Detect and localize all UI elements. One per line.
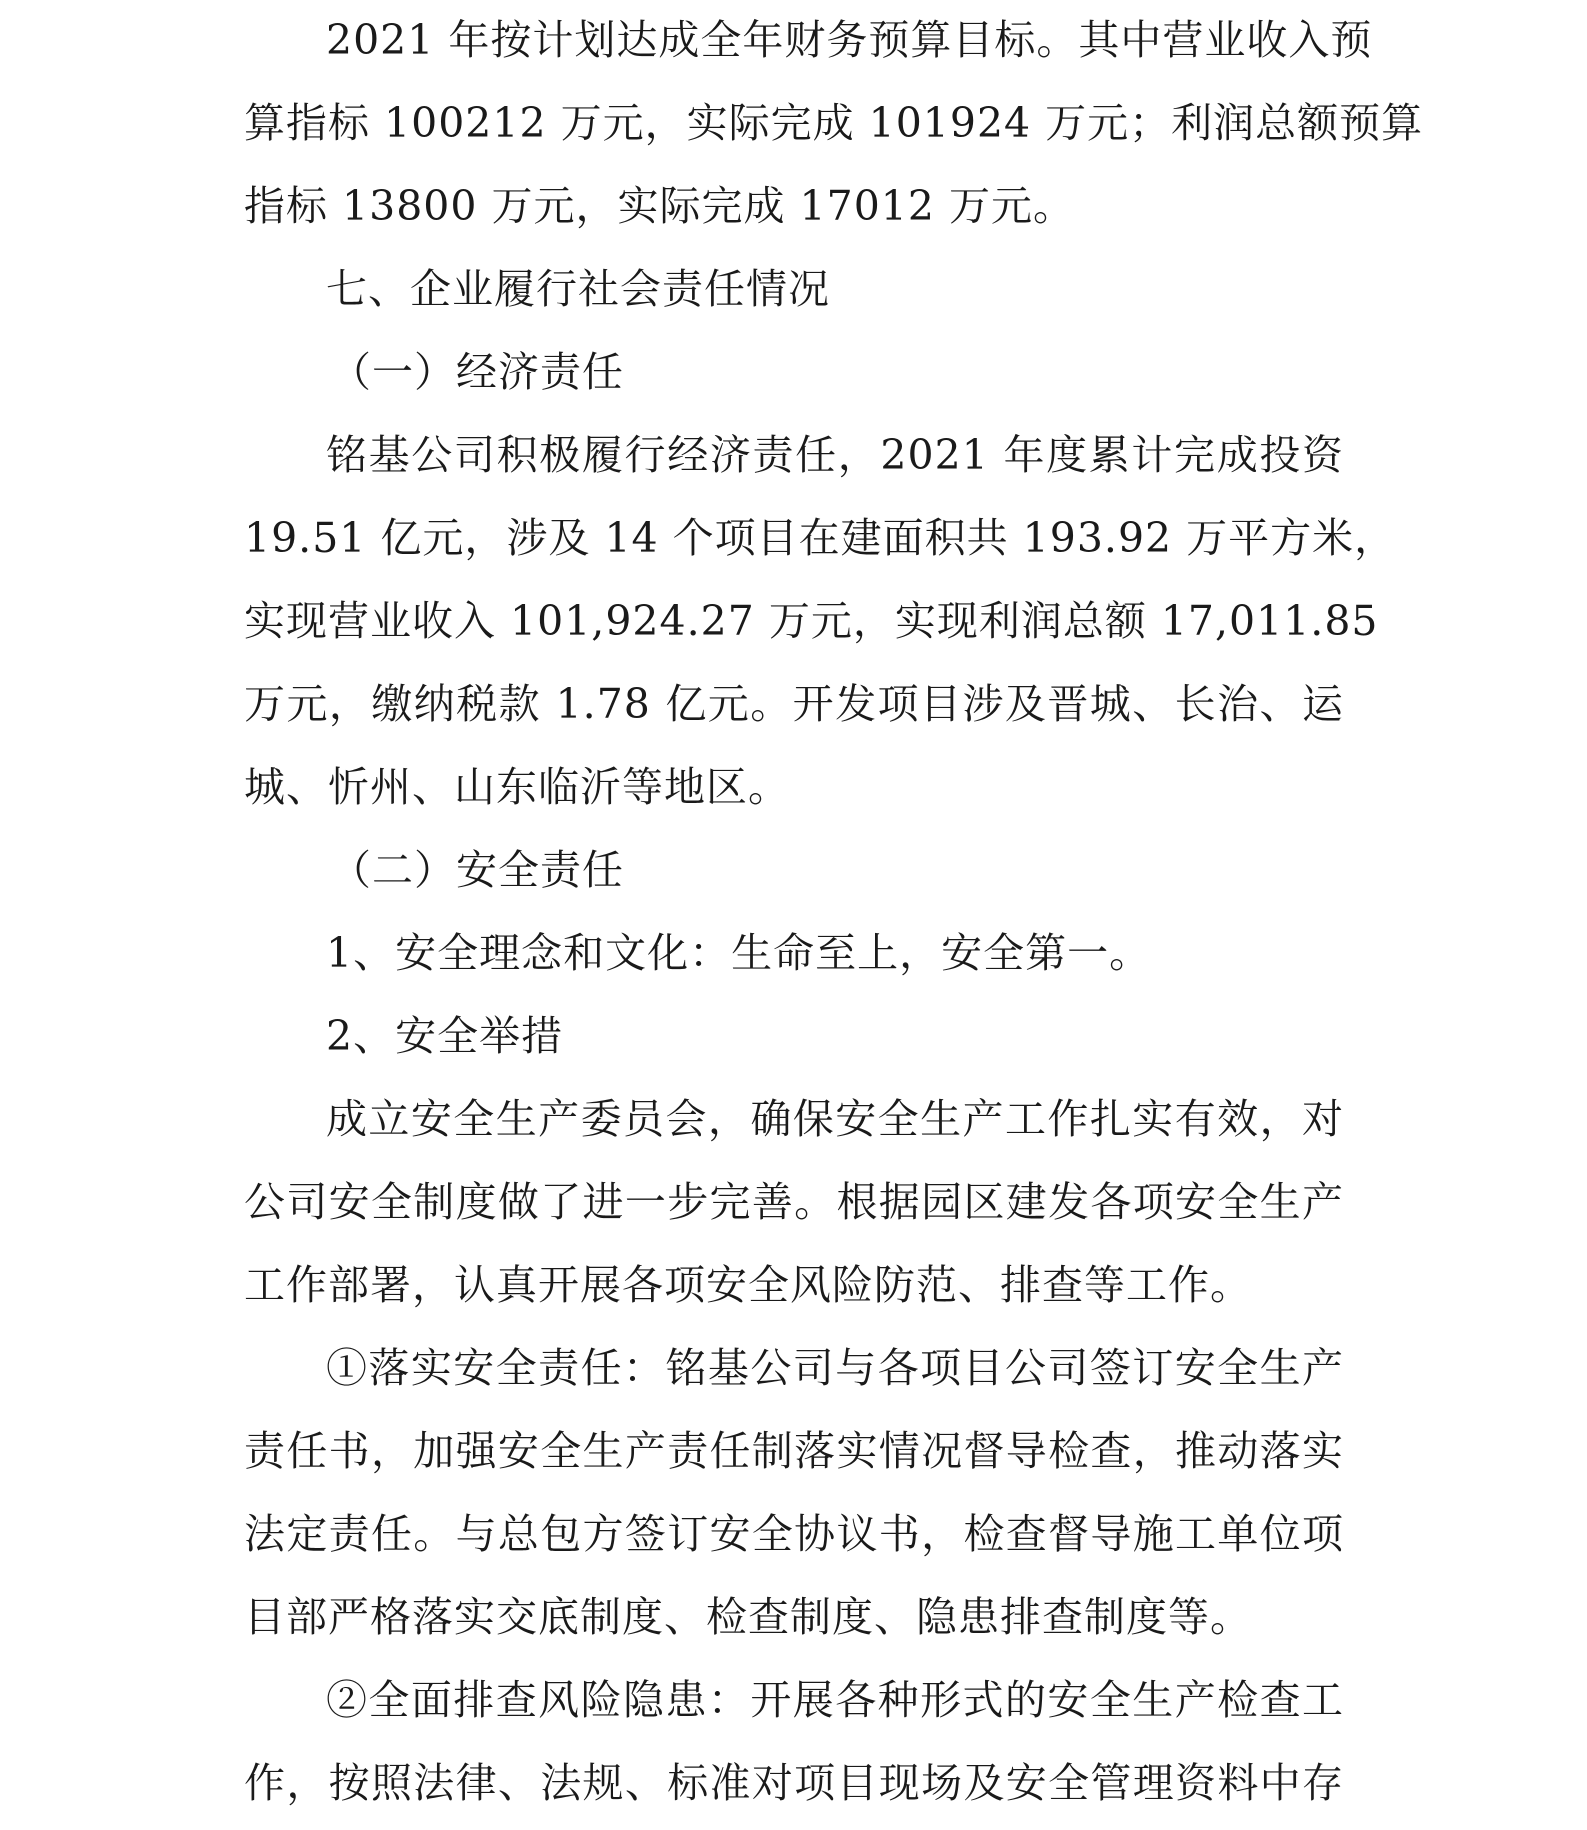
text-line: 万元，缴纳税款 1.78 亿元。开发项目涉及晋城、长治、运 [244, 680, 1344, 728]
text-line: 算指标 100212 万元，实际完成 101924 万元；利润总额预算 [244, 99, 1424, 147]
text-line: 实现营业收入 101,924.27 万元，实现利润总额 17,011.85 [244, 597, 1379, 645]
text-line: 指标 13800 万元，实际完成 17012 万元。 [244, 182, 1075, 230]
list-item: 2、安全举措 [326, 1012, 564, 1060]
text-line: 铭基公司积极履行经济责任，2021 年度累计完成投资 [326, 431, 1344, 479]
text-line: ②全面排查风险隐患：开展各种形式的安全生产检查工 [326, 1676, 1344, 1724]
text-line: 工作部署，认真开展各项安全风险防范、排查等工作。 [244, 1261, 1252, 1309]
text-line: 目部严格落实交底制度、检查制度、隐患排查制度等。 [244, 1593, 1252, 1641]
section-heading: 七、企业履行社会责任情况 [326, 265, 830, 313]
text-line: 公司安全制度做了进一步完善。根据园区建发各项安全生产 [244, 1178, 1344, 1226]
subsection-heading: （一）经济责任 [330, 348, 624, 396]
text-line: 19.51 亿元，涉及 14 个项目在建面积共 193.92 万平方米， [244, 514, 1397, 562]
text-line: 城、忻州、山东临沂等地区。 [244, 763, 790, 811]
subsection-heading: （二）安全责任 [330, 846, 624, 894]
text-line: 2021 年按计划达成全年财务预算目标。其中营业收入预 [326, 16, 1373, 64]
text-line: 成立安全生产委员会，确保安全生产工作扎实有效，对 [326, 1095, 1344, 1143]
text-line: 法定责任。与总包方签订安全协议书，检查督导施工单位项 [244, 1510, 1344, 1558]
text-line: 作，按照法律、法规、标准对项目现场及安全管理资料中存 [244, 1759, 1344, 1807]
text-line: 责任书，加强安全生产责任制落实情况督导检查，推动落实 [244, 1427, 1344, 1475]
list-item: 1、安全理念和文化：生命至上，安全第一。 [326, 929, 1152, 977]
text-line: ①落实安全责任：铭基公司与各项目公司签订安全生产 [326, 1344, 1344, 1392]
